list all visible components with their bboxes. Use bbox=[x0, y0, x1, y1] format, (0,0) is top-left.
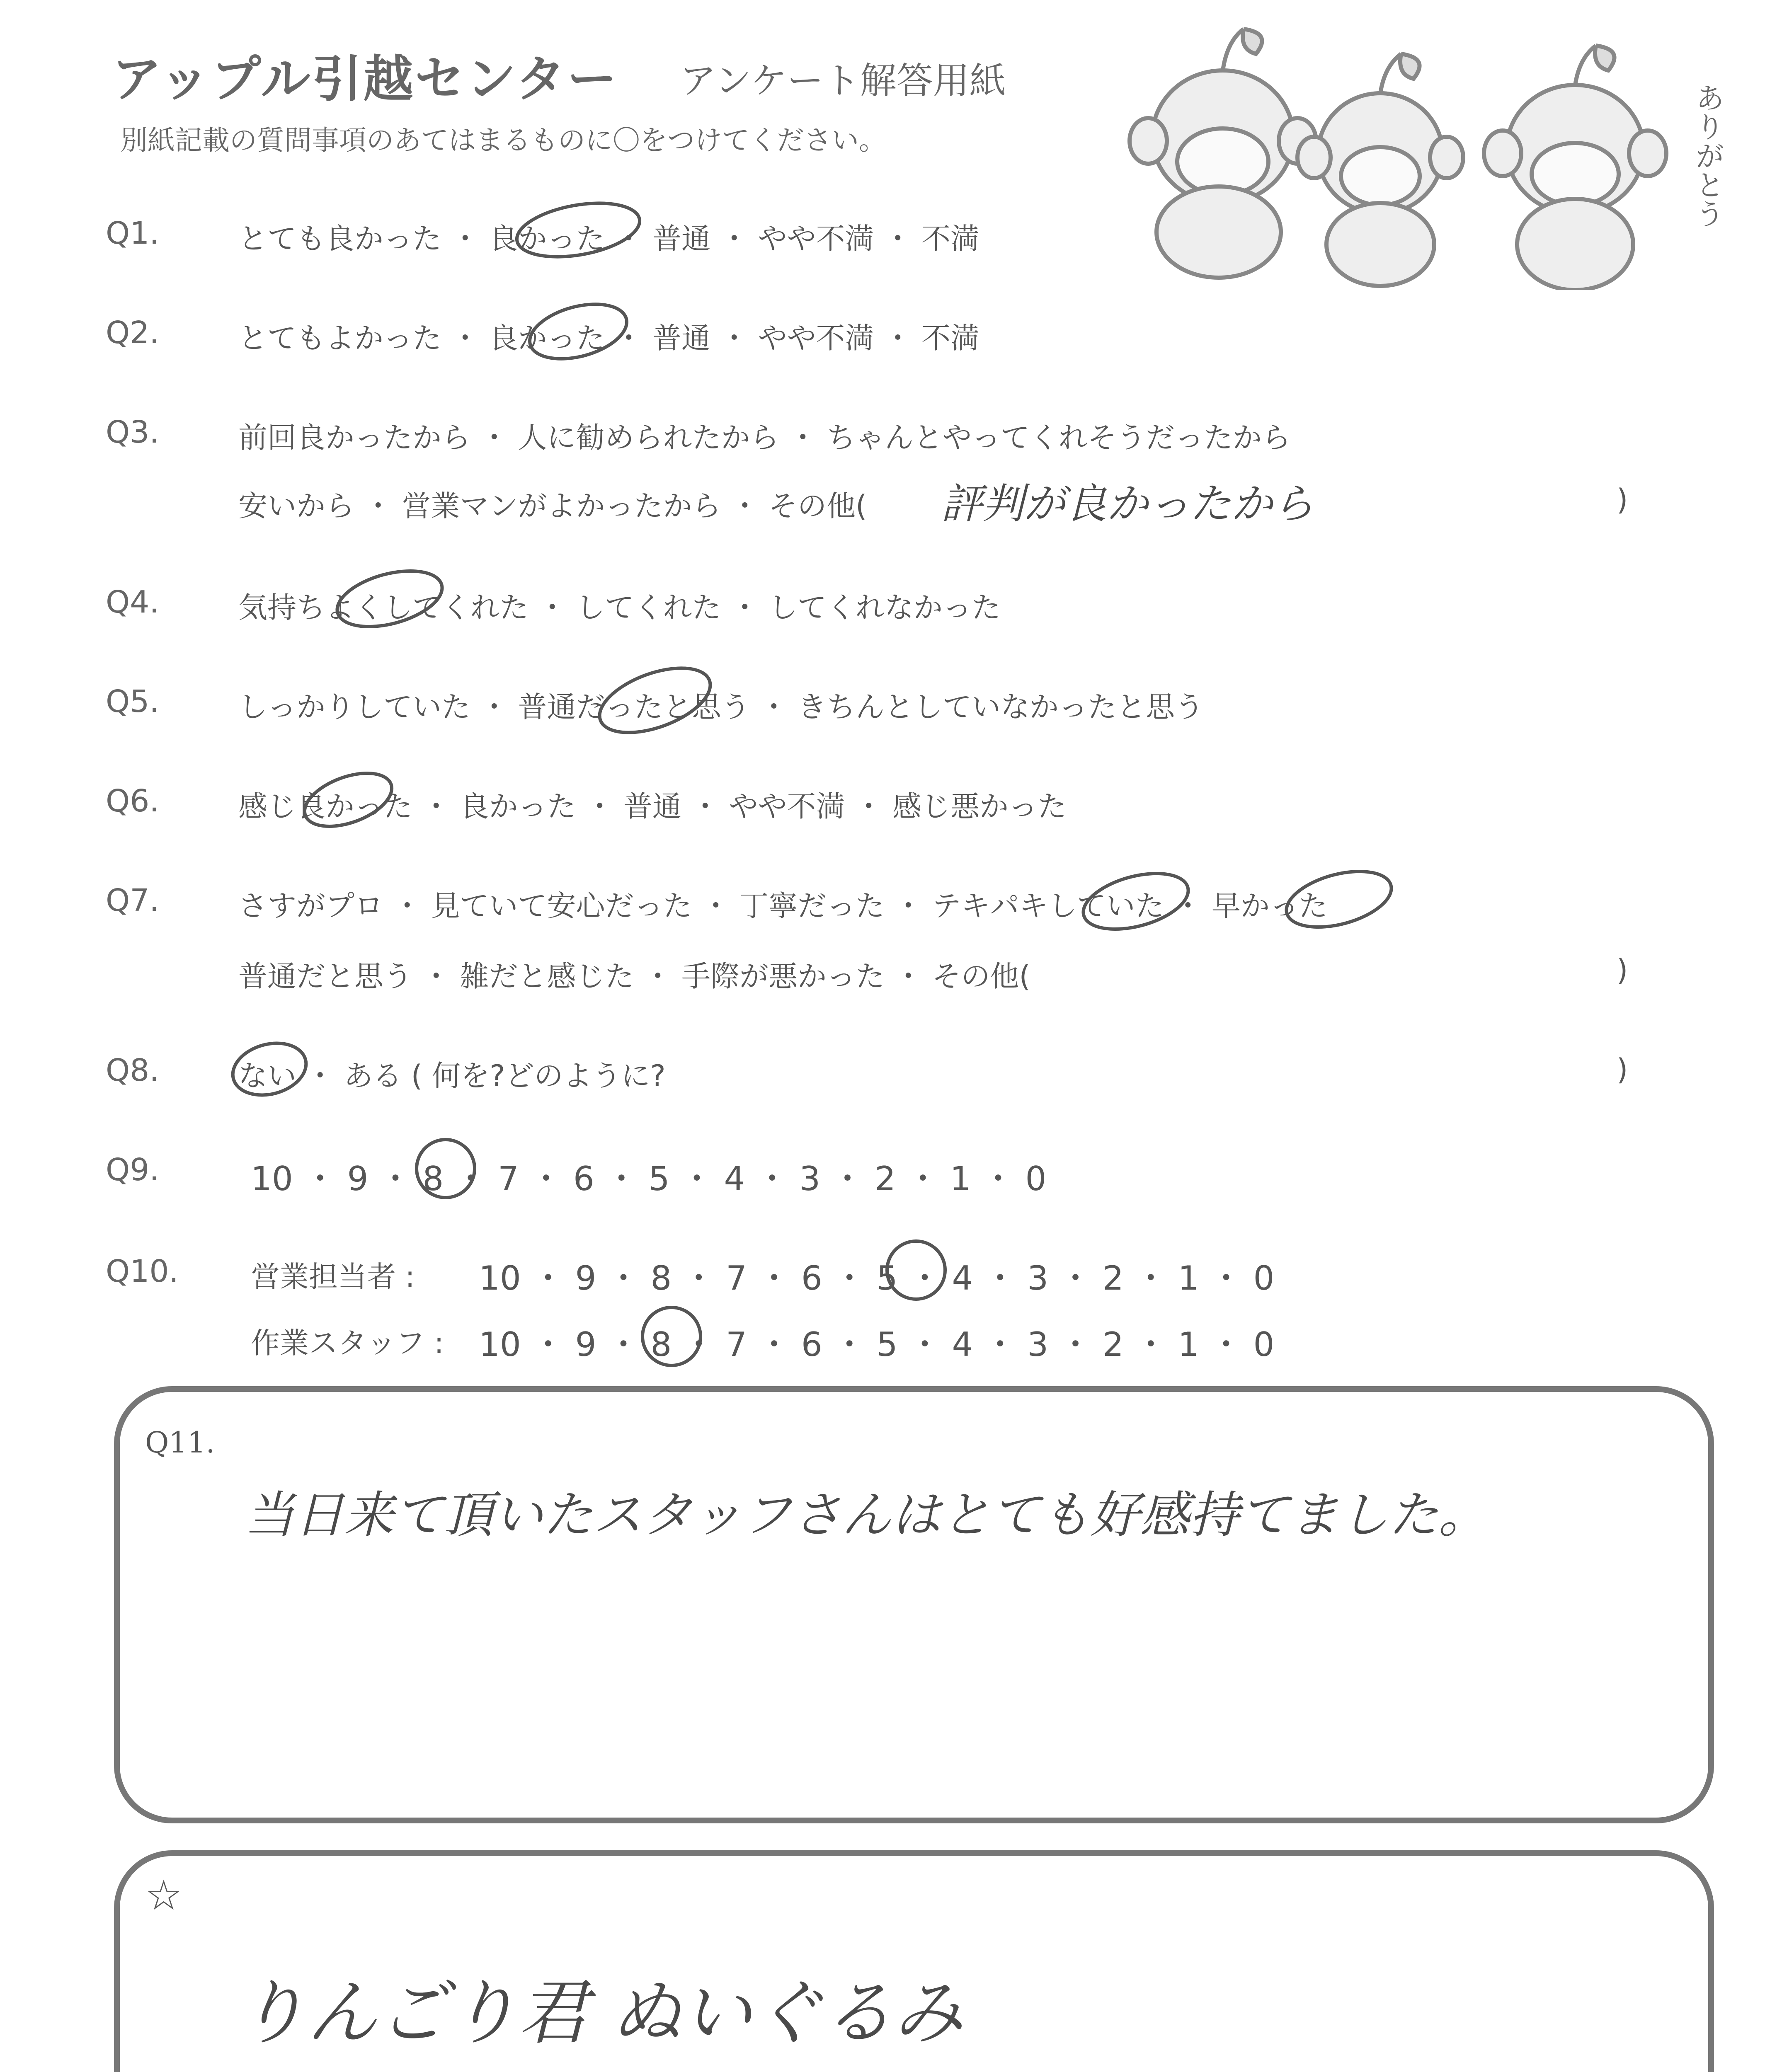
q10-sales-answer-circle bbox=[887, 1241, 945, 1299]
q5-number: Q5. bbox=[106, 684, 159, 719]
q9-scale: 10 ・ 9 ・ 8 ・ 7 ・ 6 ・ 5 ・ 4 ・ 3 ・ 2 ・ 1 ・ 0 bbox=[251, 1159, 1047, 1198]
q3-options-line1: 前回良かったから ・ 人に勧められたから ・ ちゃんとやってくれそうだったから bbox=[238, 421, 1291, 455]
q4-answer-circle bbox=[331, 561, 448, 637]
q10-staff-answer-circle bbox=[642, 1307, 701, 1365]
q10-sales-label: 営業担当者 : bbox=[251, 1260, 415, 1294]
company-title: アップル引越センター bbox=[112, 51, 618, 108]
q6-number: Q6. bbox=[106, 783, 159, 819]
q10-staff-label: 作業スタッフ : bbox=[251, 1326, 444, 1360]
q3-close-paren: ) bbox=[1617, 483, 1628, 517]
q7-answer-circle-1 bbox=[1077, 863, 1194, 939]
q5-options: しっかりしていた ・ 普通だったと思う ・ きちんとしていなかったと思う bbox=[238, 690, 1204, 724]
q10-sales-scale: 10 ・ 9 ・ 8 ・ 7 ・ 6 ・ 5 ・ 4 ・ 3 ・ 2 ・ 1 ・ 0 bbox=[479, 1259, 1275, 1297]
q5-answer-circle bbox=[591, 655, 719, 746]
q3-other-answer: 評判が良かったから bbox=[941, 479, 1314, 528]
q8-answer-circle bbox=[227, 1036, 312, 1103]
q2-options: とてもよかった ・ 良かった ・ 普通 ・ やや不満 ・ 不満 bbox=[238, 321, 980, 355]
q10-staff-scale: 10 ・ 9 ・ 8 ・ 7 ・ 6 ・ 5 ・ 4 ・ 3 ・ 2 ・ 1 ・ 0 bbox=[479, 1325, 1275, 1364]
q7-number: Q7. bbox=[106, 883, 159, 918]
q4-options: 気持ちよくしてくれた ・ してくれた ・ してくれなかった bbox=[238, 591, 1001, 625]
q2-number: Q2. bbox=[106, 315, 159, 351]
q4-number: Q4. bbox=[106, 584, 159, 620]
q11-box bbox=[114, 1386, 1714, 1823]
q11-label: Q11. bbox=[145, 1426, 215, 1460]
q7-close-paren: ) bbox=[1617, 953, 1628, 987]
q8-options: ない ・ ある ( 何を?どのように? bbox=[238, 1059, 666, 1093]
q1-answer-circle bbox=[513, 195, 644, 265]
q6-options: 感じ良かった ・ 良かった ・ 普通 ・ やや不満 ・ 感じ悪かった bbox=[238, 789, 1067, 823]
q9-answer-circle bbox=[417, 1140, 475, 1198]
q9-number: Q9. bbox=[106, 1152, 159, 1188]
q8-number: Q8. bbox=[106, 1053, 159, 1088]
request-line1: りんごり君 ぬいぐるみ bbox=[236, 1972, 964, 2054]
q7-answer-circle-2 bbox=[1280, 861, 1397, 937]
q3-options-line2: 安いから ・ 営業マンがよかったから ・ その他( bbox=[238, 489, 867, 523]
q10-number: Q10. bbox=[106, 1254, 179, 1289]
q1-options: とても良かった ・ 良かった ・ 普通 ・ やや不満 ・ 不満 bbox=[238, 222, 980, 256]
q8-close-paren: ) bbox=[1617, 1053, 1628, 1087]
star-icon: ☆ bbox=[145, 1871, 182, 1920]
q1-number: Q1. bbox=[106, 215, 159, 251]
q11-answer: 当日来て頂いたスタッフさんはとても好感持てました。 bbox=[245, 1486, 1488, 1544]
form-subtitle: アンケート解答用紙 bbox=[680, 59, 1006, 102]
mascot-thanks-text: ありがとう bbox=[1691, 83, 1725, 228]
q6-answer-circle bbox=[298, 763, 399, 837]
q2-answer-circle bbox=[524, 295, 633, 368]
q7-options-line2: 普通だと思う ・ 雑だと感じた ・ 手際が悪かった ・ その他( bbox=[238, 959, 1030, 993]
q3-number: Q3. bbox=[106, 414, 159, 450]
instruction-text: 別紙記載の質問事項のあてはまるものに〇をつけてください。 bbox=[120, 124, 886, 156]
q7-options-line1: さすがプロ ・ 見ていて安心だった ・ 丁寧だった ・ テキパキしていた ・ 早かった bbox=[238, 889, 1328, 923]
